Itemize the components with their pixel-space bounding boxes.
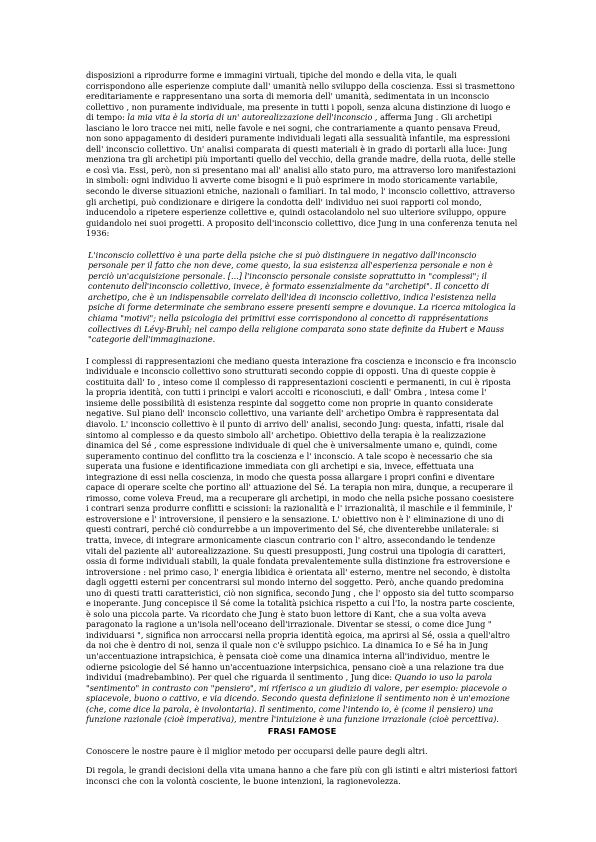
italic-citation: Quando io uso la parola "sentimento" in contrasto con "pensiero", mi riferisco a un giudizio di valore, per esempio: piacevole o spiacevole, buono o cattivo, e via dicendo. Secondo questa definizione il sentimento non è un'emozione (che, come dice la parola, è involontaria). Il sentimento, come l'intendo io, è (come il pensiero) una funzione razionale (cioè imperativa), mentre l'intuizione è una funzione irrazionale (cioè percettiva). [86,672,510,725]
block-quote-collective-unconscious: L'inconscio collettivo è una parte della psiche che si può distinguere in negativo dall'inconscio personale per il fatto che non deve, come questo, la sua esistenza all'esperienza personale e non è perciò un'acquisizione personale. [...] l'inconscio personale consiste soprattutto in "complessi"; il contenuto dell'inconscio collettivo, invece, è formato essenzialmente da "archetipi". Il concetto di archetipo, che è un indispensabile correlato dell'idea di inconscio collettivo, indica l'esistenza nella psiche di forme determinate che sembrano essere presenti sempre e dovunque. La ricerca mitologica la chiama "motivi"; nella psicologia dei primitivi esse corrispondono al concetto di rapprésentations collectives di Lévy-Bruhl; nel campo della religione comparata sono state definite da Hubert e Mauss "categorie dell'immaginazione. [88,249,516,345]
body-paragraph-archetypes [86,70,518,239]
paragraph-text: , afferma Jung . Gli archetipi lasciano le loro tracce nei miti, nelle favole e nei sogni, che contrariamente a quanto pensava Freud, non sono appagamento di desideri puramente individuali legati alla sessualità infantile, ma espressioni dell' inconscio collettivo. Un' analisi comparata di questi materiali è in grado di portarli alla luce: Jung menziona tra gli archetipi più importanti quello del vecchio, della grande madre, della ruota, delle stelle e così via. Essi, però, non si presentano mai all' analisi allo stato puro, ma attraverso loro manifestazioni in simboli: ogni individuo li avverte come bisogni e li può esprimere in modo storicamente variabile, secondo le diverse situazioni etniche, nazionali o familiari. In tal modo, l' inconscio collettivo, attraverso gli archetipi, può condizionare e dirigere la condotta dell' individuo nei suoi rapporti col mondo, inducendolo a ripetere esperienze collettive e, quindi ostacolandolo nel suo ulteriore sviluppo, oppure guidandolo nei suoi progetti. A proposito dell'inconscio collettivo, dice Jung in una conferenza tenuta nel 1936: [86,112,518,239]
famous-quote: Conoscere le nostre paure è il miglior metodo per occuparsi delle paure degli altri. [86,745,428,756]
italic-citation: la mia vita è la storia di un' autorealizzazione dell'inconscio [127,112,373,123]
document-page [86,70,518,786]
paragraph-text: I complessi di rappresentazioni che mediano questa interazione fra coscienza e inconscio e fra inconscio individuale e inconscio collettivo sono strutturati secondo coppie di opposti. Una di queste coppie è costituita dall' Io , inteso come il complesso di rappresentazioni coscienti e permanenti, in cui è riposta la propria identità, con tutti i principi e valori accolti e riconosciuti, e dall' Ombra , intesa come l' insieme delle possibilità di esistenza respinte dal soggetto come non proprie in quanto considerate negative. Sul piano dell' inconscio collettivo, una variante dell' archetipo Ombra è rappresentata dal diavolo. L' inconscio collettivo è il punto di arrivo dell' analisi, secondo Jung: questa, infatti, risale dal sintomo al complesso e da questo simbolo all' archetipo. Obiettivo della terapia è la realizzazione dinamica del Sé , come espressione individuale di quel che è universalmente umano e, quindi, come superamento continuo del conflitto tra la coscienza e l' inconscio. A tale scopo è necessario che sia superata una fusione e identificazione immediata con gli archetipi e sia, invece, effettuata una integrazione di essi nella coscienza, in modo che questa possa allargare i propri confini e diventare capace di operare scelte che portino all' attuazione del Sé. La terapia non mira, dunque, a recuperare il rimosso, come voleva Freud, ma a recuperare gli archetipi, in modo che nella psiche possano coesistere i contrari senza produrre conflitti e scissioni: la razionalità e l' irrazionalità, il maschile e il femminile, l' estroversione e l' introversione, il pensiero e la sensazione. L' obiettivo non è l' eliminazione di uno di questi contrari, perché ciò condurrebbe a un impoverimento del Sé, che diventerebbe unilaterale: si tratta, invece, di integrare armonicamente ciascun contrario con l' altro, assecondando le tendenze vitali del paziente all' autorealizzazione. Su questi presupposti, Jung costruì una tipologia di caratteri, ossia di forme individuali stabili, la quale fondata prevalentemente sulla distinzione fra estroversione e introversione : nel primo caso, l' energia libidica è orientata all' esterno, mentre nel secondo, è distolta dagli oggetti esterni per concentrarsi sul mondo interno del soggetto. Però, anche quando predomina uno di questi tratti caratteristici, ciò non significa, secondo Jung , che l' opposto sia del tutto scomparso e inoperante. Jung concepisce il Sé come la totalità psichica rispetto a cui l'Io, la nostra parte cosciente, è solo una piccola parte. Va ricordato che Jung è stato buon lettore di Kant, che a sua volta aveva paragonato la ragione a un'isola nell'oceano dell'irrazionale. Diventar se stessi, o come dice Jung " individuarsi ", significa non arroccarsi nella propria identità egoica, ma aprirsi al Sé, ossia a quell'altro da noi che è dentro di noi, senza il quale non c'è sviluppo psichico. La dinamica Io e Sé ha in Jung un'accentuazione intrapsichica, è pensata cioè come una dinamica interna all'individuo, mentre le odierne psicologie del Sé hanno un'accentuazione interpsichica, pensano cioè a una relazione tra due individui (madrebambino). Per quel che riguarda il sentimento , Jung dice: [86,355,517,683]
paragraph-text: disposizioni a riprodurre forme e immagini virtuali, tipiche del mondo e della vita, le quali corrispondono alle esperienze compiute dall' umanità nello sviluppo della coscienza. Essi si trasmettono ereditariamente e rappresentano una sorta di memoria dell' umanità, sedimentata in un inconscio collettivo , non puramente individuale, ma presente in tutti i popoli, senza alcuna distinzione di luogo e di tempo: [86,70,515,123]
famous-quote: Di regola, le grandi decisioni della vita umana hanno a che fare più con gli istinti e altri misteriosi fattori inconsci che con la volontà cosciente, le buone intenzioni, la ragionevolezza. [86,765,518,786]
body-paragraph-opposites [86,356,518,725]
section-heading: FRASI FAMOSE [267,725,337,736]
